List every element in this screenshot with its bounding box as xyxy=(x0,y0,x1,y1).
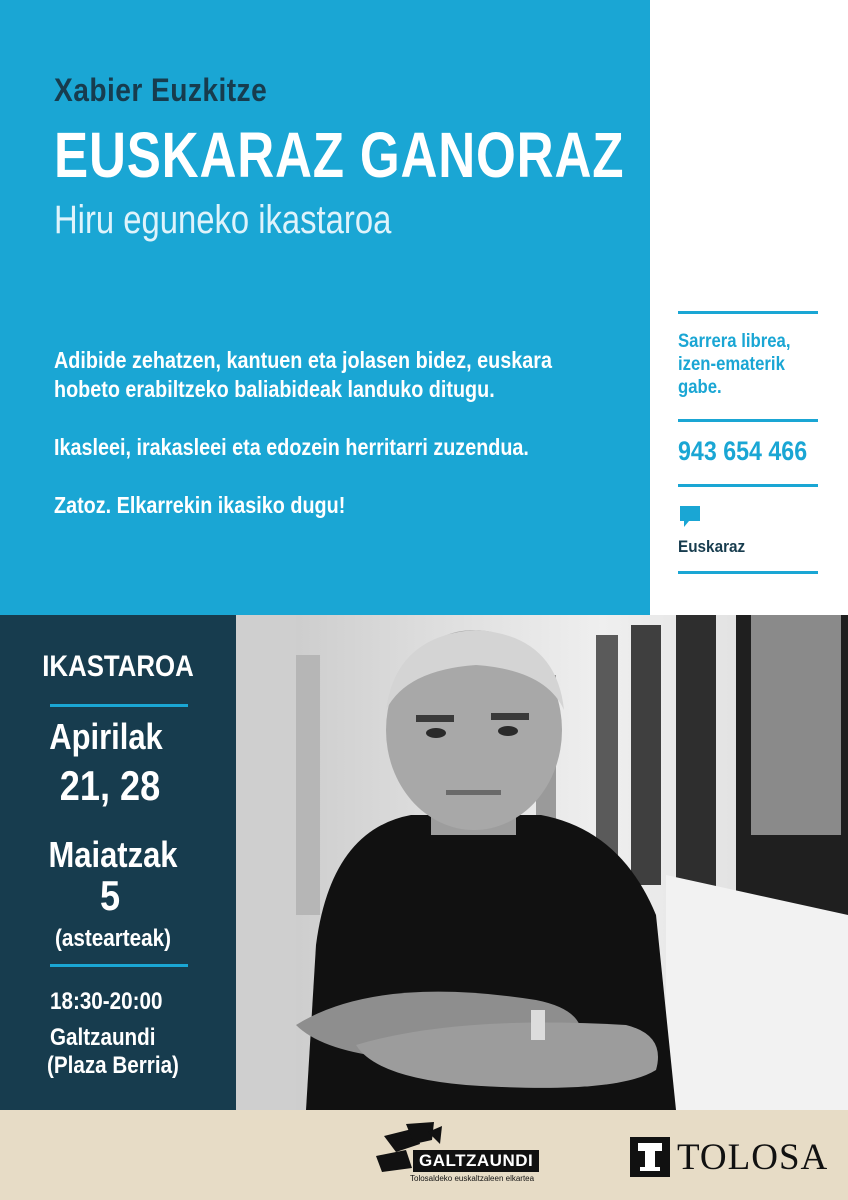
entry-info: Sarrera librea, izen-ematerik gabe. xyxy=(678,331,791,398)
language-label: Euskaraz xyxy=(678,537,746,556)
description xyxy=(54,346,570,520)
schedule-divider xyxy=(50,964,188,967)
weekday-note: (astearteak) xyxy=(55,925,171,952)
portrait-photo xyxy=(236,615,848,1110)
galtzaundi-tagline: Tolosaldeko euskaltzaleen elkartea xyxy=(410,1174,535,1183)
days-may: 5 xyxy=(99,872,121,919)
galtzaundi-logo-text: GALTZAUNDI xyxy=(413,1150,539,1172)
days-april: 21, 28 xyxy=(59,762,161,809)
venue-name: Galtzaundi xyxy=(50,1024,156,1051)
course-label: IKASTAROA xyxy=(42,650,194,683)
tolosa-crest-icon xyxy=(630,1137,670,1177)
author-name: Xabier Euzkitze xyxy=(54,72,268,108)
time-range: 18:30-20:00 xyxy=(50,988,163,1015)
venue-detail: (Plaza Berria) xyxy=(47,1052,179,1079)
sidebar-divider xyxy=(678,571,818,574)
phone-number: 943 654 466 xyxy=(678,436,808,466)
month-april: Apirilak xyxy=(49,716,163,757)
month-may: Maiatzak xyxy=(48,834,178,875)
page-title: EUSKARAZ GANORAZ xyxy=(54,119,625,191)
tolosa-logo-text: TOLOSA xyxy=(677,1137,829,1178)
description-paragraph-2: Ikasleei, irakasleei eta edozein herritarri zuzendua. xyxy=(54,434,529,460)
page-subtitle: Hiru eguneko ikastaroa xyxy=(54,198,392,242)
schedule-divider xyxy=(50,704,188,707)
speech-bubble-icon xyxy=(680,506,700,528)
description-paragraph-1: Adibide zehatzen, kantuen eta jolasen bidez, euskara hobeto erabiltzeko baliabideak landuko ditugu. xyxy=(54,347,552,402)
sidebar-divider xyxy=(678,311,818,314)
sidebar-divider xyxy=(678,419,818,422)
description-paragraph-3: Zatoz. Elkarrekin ikasiko dugu! xyxy=(54,492,346,518)
sidebar-divider xyxy=(678,484,818,487)
portrait-illustration xyxy=(236,615,848,1110)
